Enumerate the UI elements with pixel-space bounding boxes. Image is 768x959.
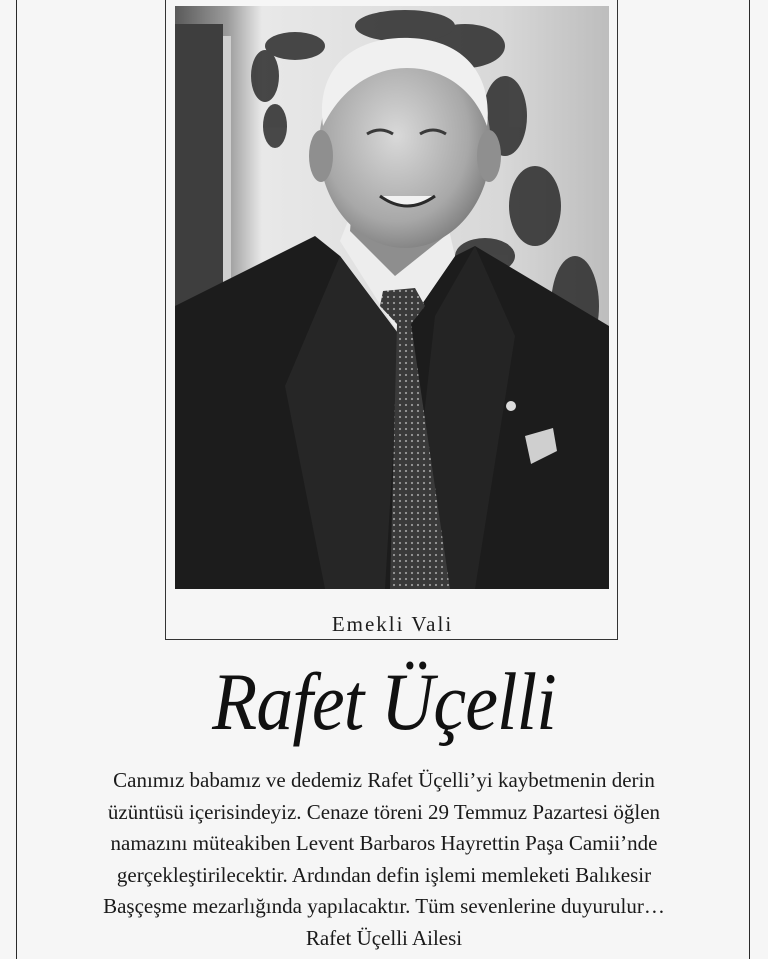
photo-frame <box>165 0 618 640</box>
message-line: Başçeşme mezarlığında yapılacaktır. Tüm sevenlerine duyurulur… <box>103 894 665 918</box>
family-signature: Rafet Üçelli Ailesi <box>305 925 463 950</box>
title-line: Emekli Vali <box>331 612 454 636</box>
message-line: gerçekleştirilecektir. Ardından defin işlemi memleketi Balıkesir <box>116 862 652 887</box>
left-border-line <box>16 0 17 959</box>
obituary-message <box>40 765 728 954</box>
message-line: üzüntüsü içerisindeyiz. Cenaze töreni 29 Temmuz Pazartesi öğlen <box>107 799 661 824</box>
message-line: Canımız babamız ve dedemiz Rafet Üçelli’yi kaybetmenin derin <box>113 768 655 792</box>
portrait-photo <box>175 6 609 589</box>
portrait-illustration <box>175 6 609 589</box>
message-line: namazını müteakiben Levent Barbaros Hayrettin Paşa Camii’nde <box>110 831 658 855</box>
right-border-line <box>749 0 750 959</box>
deceased-name: Rafet Üçelli <box>212 656 556 747</box>
